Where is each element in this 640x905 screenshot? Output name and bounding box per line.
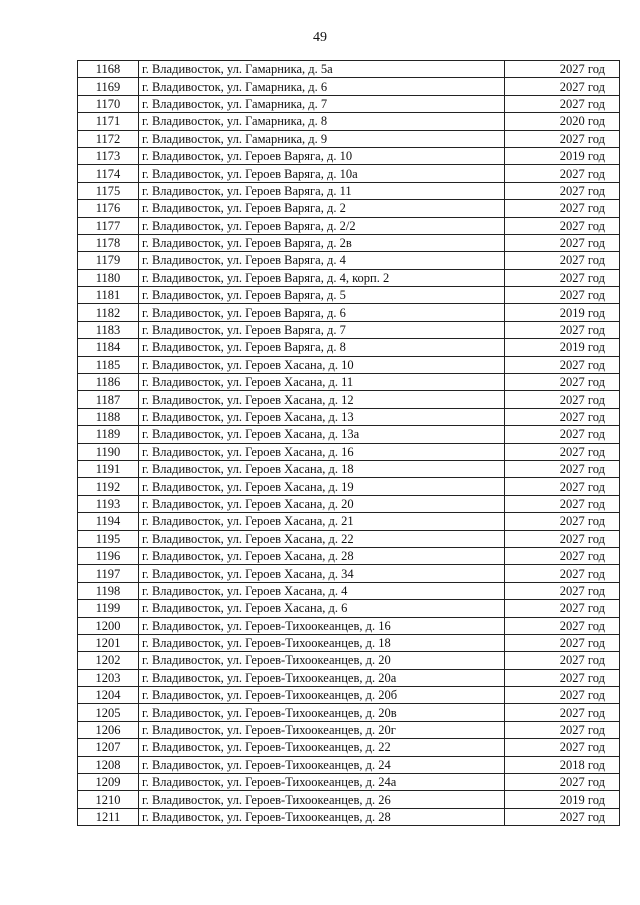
year-cell: 2027 год <box>505 252 620 269</box>
table-row <box>78 460 620 477</box>
row-number-cell: 1187 <box>78 391 139 408</box>
table-row <box>78 617 620 634</box>
row-number-cell: 1196 <box>78 547 139 564</box>
row-number-cell: 1171 <box>78 113 139 130</box>
row-number-cell: 1202 <box>78 652 139 669</box>
year-cell: 2027 год <box>505 600 620 617</box>
address-cell: г. Владивосток, ул. Героев Хасана, д. 11 <box>139 374 505 391</box>
address-cell: г. Владивосток, ул. Гамарника, д. 5а <box>139 61 505 78</box>
table-row <box>78 321 620 338</box>
row-number-cell: 1204 <box>78 687 139 704</box>
year-cell: 2027 год <box>505 269 620 286</box>
year-cell: 2027 год <box>505 739 620 756</box>
address-cell: г. Владивосток, ул. Героев-Тихоокеанцев, д. 22 <box>139 739 505 756</box>
table-row <box>78 756 620 773</box>
address-cell: г. Владивосток, ул. Героев Варяга, д. 2/2 <box>139 217 505 234</box>
row-number-cell: 1203 <box>78 669 139 686</box>
table-row <box>78 217 620 234</box>
row-number-cell: 1194 <box>78 513 139 530</box>
page-number: 49 <box>313 30 327 45</box>
table-row <box>78 669 620 686</box>
year-cell: 2027 год <box>505 426 620 443</box>
table-row <box>78 495 620 512</box>
year-cell: 2019 год <box>505 791 620 808</box>
address-cell: г. Владивосток, ул. Героев Варяга, д. 7 <box>139 321 505 338</box>
table-row <box>78 147 620 164</box>
year-cell: 2027 год <box>505 408 620 425</box>
table-row <box>78 408 620 425</box>
table-row <box>78 652 620 669</box>
year-cell: 2027 год <box>505 391 620 408</box>
row-number-cell: 1169 <box>78 78 139 95</box>
year-cell: 2027 год <box>505 374 620 391</box>
year-cell: 2027 год <box>505 582 620 599</box>
address-cell: г. Владивосток, ул. Героев-Тихоокеанцев, д. 16 <box>139 617 505 634</box>
year-cell: 2027 год <box>505 495 620 512</box>
row-number-cell: 1209 <box>78 774 139 791</box>
address-table <box>77 60 620 826</box>
row-number-cell: 1198 <box>78 582 139 599</box>
address-cell: г. Владивосток, ул. Героев Хасана, д. 4 <box>139 582 505 599</box>
table-row <box>78 182 620 199</box>
row-number-cell: 1179 <box>78 252 139 269</box>
row-number-cell: 1186 <box>78 374 139 391</box>
address-cell: г. Владивосток, ул. Героев Варяга, д. 5 <box>139 287 505 304</box>
year-cell: 2027 год <box>505 356 620 373</box>
address-cell: г. Владивосток, ул. Героев Хасана, д. 34 <box>139 565 505 582</box>
table-row <box>78 252 620 269</box>
year-cell: 2027 год <box>505 478 620 495</box>
year-cell: 2018 год <box>505 756 620 773</box>
row-number-cell: 1175 <box>78 182 139 199</box>
row-number-cell: 1191 <box>78 460 139 477</box>
address-cell: г. Владивосток, ул. Героев Варяга, д. 6 <box>139 304 505 321</box>
table-row <box>78 356 620 373</box>
address-cell: г. Владивосток, ул. Героев Хасана, д. 20 <box>139 495 505 512</box>
address-cell: г. Владивосток, ул. Героев-Тихоокеанцев, д. 20г <box>139 721 505 738</box>
address-cell: г. Владивосток, ул. Героев-Тихоокеанцев, д. 24 <box>139 756 505 773</box>
table-row <box>78 634 620 651</box>
year-cell: 2027 год <box>505 165 620 182</box>
address-cell: г. Владивосток, ул. Гамарника, д. 6 <box>139 78 505 95</box>
row-number-cell: 1172 <box>78 130 139 147</box>
table-row <box>78 739 620 756</box>
address-cell: г. Владивосток, ул. Гамарника, д. 8 <box>139 113 505 130</box>
year-cell: 2027 год <box>505 182 620 199</box>
year-cell: 2027 год <box>505 513 620 530</box>
table-row <box>78 78 620 95</box>
table-row <box>78 287 620 304</box>
table-row <box>78 600 620 617</box>
year-cell: 2027 год <box>505 130 620 147</box>
year-cell: 2027 год <box>505 617 620 634</box>
row-number-cell: 1182 <box>78 304 139 321</box>
row-number-cell: 1211 <box>78 808 139 825</box>
table-row <box>78 478 620 495</box>
year-cell: 2027 год <box>505 634 620 651</box>
address-cell: г. Владивосток, ул. Героев Хасана, д. 6 <box>139 600 505 617</box>
row-number-cell: 1195 <box>78 530 139 547</box>
year-cell: 2027 год <box>505 61 620 78</box>
address-cell: г. Владивосток, ул. Героев Хасана, д. 13а <box>139 426 505 443</box>
table-row <box>78 391 620 408</box>
table-row <box>78 530 620 547</box>
row-number-cell: 1210 <box>78 791 139 808</box>
year-cell: 2027 год <box>505 652 620 669</box>
address-cell: г. Владивосток, ул. Героев-Тихоокеанцев, д. 20б <box>139 687 505 704</box>
year-cell: 2027 год <box>505 565 620 582</box>
year-cell: 2019 год <box>505 339 620 356</box>
address-cell: г. Владивосток, ул. Героев Хасана, д. 19 <box>139 478 505 495</box>
row-number-cell: 1197 <box>78 565 139 582</box>
year-cell: 2027 год <box>505 808 620 825</box>
table-row <box>78 339 620 356</box>
row-number-cell: 1180 <box>78 269 139 286</box>
address-cell: г. Владивосток, ул. Героев-Тихоокеанцев, д. 20 <box>139 652 505 669</box>
year-cell: 2027 год <box>505 321 620 338</box>
address-cell: г. Владивосток, ул. Героев Варяга, д. 10а <box>139 165 505 182</box>
row-number-cell: 1201 <box>78 634 139 651</box>
row-number-cell: 1206 <box>78 721 139 738</box>
year-cell: 2027 год <box>505 704 620 721</box>
year-cell: 2027 год <box>505 721 620 738</box>
table-row <box>78 791 620 808</box>
table-row <box>78 269 620 286</box>
year-cell: 2027 год <box>505 78 620 95</box>
address-cell: г. Владивосток, ул. Героев Варяга, д. 2в <box>139 234 505 251</box>
address-cell: г. Владивосток, ул. Героев Варяга, д. 4, корп. 2 <box>139 269 505 286</box>
table-row <box>78 374 620 391</box>
row-number-cell: 1207 <box>78 739 139 756</box>
address-cell: г. Владивосток, ул. Героев Хасана, д. 13 <box>139 408 505 425</box>
table-row <box>78 808 620 825</box>
row-number-cell: 1188 <box>78 408 139 425</box>
table-row <box>78 513 620 530</box>
address-cell: г. Владивосток, ул. Героев-Тихоокеанцев, д. 20а <box>139 669 505 686</box>
row-number-cell: 1177 <box>78 217 139 234</box>
address-cell: г. Владивосток, ул. Героев-Тихоокеанцев, д. 24а <box>139 774 505 791</box>
address-cell: г. Владивосток, ул. Героев Варяга, д. 11 <box>139 182 505 199</box>
year-cell: 2027 год <box>505 547 620 564</box>
address-cell: г. Владивосток, ул. Героев-Тихоокеанцев, д. 26 <box>139 791 505 808</box>
year-cell: 2027 год <box>505 443 620 460</box>
year-cell: 2027 год <box>505 460 620 477</box>
table-row <box>78 721 620 738</box>
row-number-cell: 1168 <box>78 61 139 78</box>
address-cell: г. Владивосток, ул. Героев Варяга, д. 8 <box>139 339 505 356</box>
address-cell: г. Владивосток, ул. Героев Хасана, д. 28 <box>139 547 505 564</box>
address-cell: г. Владивосток, ул. Героев Хасана, д. 12 <box>139 391 505 408</box>
year-cell: 2027 год <box>505 95 620 112</box>
row-number-cell: 1174 <box>78 165 139 182</box>
row-number-cell: 1208 <box>78 756 139 773</box>
row-number-cell: 1205 <box>78 704 139 721</box>
year-cell: 2027 год <box>505 217 620 234</box>
address-cell: г. Владивосток, ул. Гамарника, д. 9 <box>139 130 505 147</box>
table-row <box>78 547 620 564</box>
address-cell: г. Владивосток, ул. Героев Хасана, д. 22 <box>139 530 505 547</box>
row-number-cell: 1181 <box>78 287 139 304</box>
address-cell: г. Владивосток, ул. Героев Хасана, д. 18 <box>139 460 505 477</box>
row-number-cell: 1190 <box>78 443 139 460</box>
year-cell: 2027 год <box>505 687 620 704</box>
row-number-cell: 1176 <box>78 200 139 217</box>
address-cell: г. Владивосток, ул. Героев Варяга, д. 4 <box>139 252 505 269</box>
table-body <box>78 61 620 826</box>
address-cell: г. Владивосток, ул. Героев Хасана, д. 10 <box>139 356 505 373</box>
year-cell: 2027 год <box>505 287 620 304</box>
year-cell: 2027 год <box>505 669 620 686</box>
table-row <box>78 443 620 460</box>
table-row <box>78 95 620 112</box>
row-number-cell: 1193 <box>78 495 139 512</box>
row-number-cell: 1199 <box>78 600 139 617</box>
table-row <box>78 234 620 251</box>
table-row <box>78 426 620 443</box>
row-number-cell: 1192 <box>78 478 139 495</box>
table-row <box>78 113 620 130</box>
address-cell: г. Владивосток, ул. Героев-Тихоокеанцев, д. 18 <box>139 634 505 651</box>
table-row <box>78 130 620 147</box>
address-cell: г. Владивосток, ул. Героев Варяга, д. 2 <box>139 200 505 217</box>
row-number-cell: 1185 <box>78 356 139 373</box>
row-number-cell: 1173 <box>78 147 139 164</box>
year-cell: 2027 год <box>505 234 620 251</box>
table-row <box>78 200 620 217</box>
address-cell: г. Владивосток, ул. Героев Хасана, д. 16 <box>139 443 505 460</box>
table-row <box>78 687 620 704</box>
year-cell: 2019 год <box>505 304 620 321</box>
address-cell: г. Владивосток, ул. Героев-Тихоокеанцев, д. 28 <box>139 808 505 825</box>
row-number-cell: 1189 <box>78 426 139 443</box>
row-number-cell: 1178 <box>78 234 139 251</box>
row-number-cell: 1200 <box>78 617 139 634</box>
year-cell: 2027 год <box>505 200 620 217</box>
year-cell: 2020 год <box>505 113 620 130</box>
address-cell: г. Владивосток, ул. Героев Хасана, д. 21 <box>139 513 505 530</box>
row-number-cell: 1184 <box>78 339 139 356</box>
address-cell: г. Владивосток, ул. Героев Варяга, д. 10 <box>139 147 505 164</box>
row-number-cell: 1183 <box>78 321 139 338</box>
table-row <box>78 774 620 791</box>
table-row <box>78 582 620 599</box>
table-row <box>78 704 620 721</box>
table-row <box>78 165 620 182</box>
table-row <box>78 61 620 78</box>
year-cell: 2027 год <box>505 530 620 547</box>
table-row <box>78 304 620 321</box>
address-cell: г. Владивосток, ул. Героев-Тихоокеанцев, д. 20в <box>139 704 505 721</box>
year-cell: 2027 год <box>505 774 620 791</box>
address-cell: г. Владивосток, ул. Гамарника, д. 7 <box>139 95 505 112</box>
row-number-cell: 1170 <box>78 95 139 112</box>
table-row <box>78 565 620 582</box>
year-cell: 2019 год <box>505 147 620 164</box>
